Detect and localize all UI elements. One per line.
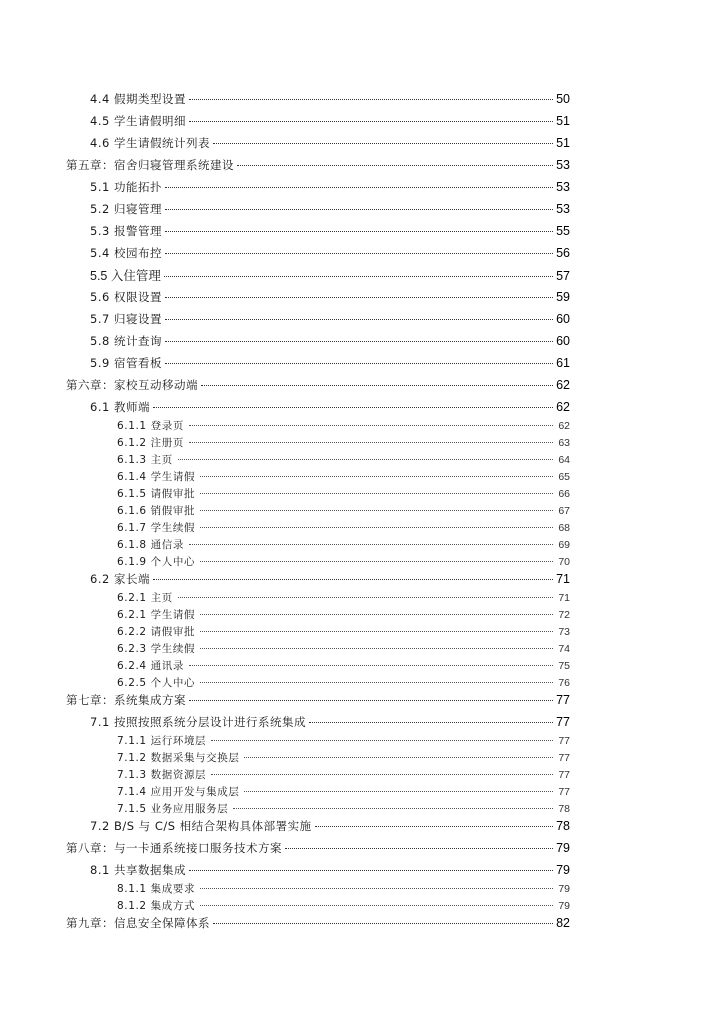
toc-entry-page: 71 bbox=[556, 572, 570, 586]
toc-entry-page: 50 bbox=[556, 92, 570, 106]
toc-entry-page: 59 bbox=[556, 290, 570, 304]
toc-subentry[interactable] bbox=[117, 469, 570, 484]
toc-entry[interactable] bbox=[90, 311, 570, 327]
toc-entry[interactable] bbox=[90, 201, 570, 217]
toc-entry-title: 6.1.6 销假审批 bbox=[117, 505, 196, 517]
toc-entry-page: 55 bbox=[556, 224, 570, 238]
toc-entry-title: 7.1.4 应用开发与集成层 bbox=[117, 786, 240, 798]
toc-subentry[interactable] bbox=[117, 607, 570, 622]
dot-leader bbox=[213, 923, 553, 924]
toc-entry-page: 77 bbox=[556, 715, 570, 729]
toc-entry-title: 4.5 学生请假明细 bbox=[90, 114, 186, 128]
dot-leader bbox=[200, 614, 553, 615]
toc-entry-page: 79 bbox=[556, 863, 570, 877]
toc-entry-page: 69 bbox=[558, 539, 570, 551]
toc-entry-page: 62 bbox=[558, 420, 570, 432]
toc-entry-title: 8.1 共享数据集成 bbox=[90, 863, 186, 877]
toc-entry-title: 7.1.3 数据资源层 bbox=[117, 769, 207, 781]
toc-entry-title: 6.2.1 学生请假 bbox=[117, 609, 196, 621]
toc-entry-page: 56 bbox=[556, 246, 570, 260]
toc-entry[interactable] bbox=[90, 135, 570, 151]
dot-leader bbox=[178, 597, 553, 598]
toc-entry-title: 6.2.1 主页 bbox=[117, 592, 173, 604]
dot-leader bbox=[153, 579, 553, 580]
toc-entry-title: 6.1.5 请假审批 bbox=[117, 488, 196, 500]
toc-entry-page: 75 bbox=[558, 660, 570, 672]
toc-entry-page: 60 bbox=[556, 312, 570, 326]
toc-subentry[interactable] bbox=[117, 881, 570, 896]
toc-entry-title: 8.1.2 集成方式 bbox=[117, 900, 196, 912]
toc-entry-title: 4.4 假期类型设置 bbox=[90, 92, 186, 106]
toc-chapter[interactable] bbox=[66, 377, 570, 393]
toc-entry-page: 62 bbox=[556, 400, 570, 414]
toc-entry-page: 60 bbox=[556, 334, 570, 348]
toc-entry-page: 73 bbox=[558, 626, 570, 638]
toc-entry-title: 5.4 校园布控 bbox=[90, 246, 162, 260]
dot-leader bbox=[244, 757, 553, 758]
toc-entry-title: 7.1 按照按照系统分层设计进行系统集成 bbox=[90, 715, 306, 729]
toc-entry-page: 77 bbox=[558, 752, 570, 764]
toc-entry-title: 5.9 宿管看板 bbox=[90, 356, 162, 370]
toc-entry-page: 67 bbox=[558, 505, 570, 517]
toc-entry-page: 51 bbox=[556, 114, 570, 128]
toc-subentry[interactable] bbox=[117, 784, 570, 799]
toc-entry-title: 8.1.1 集成要求 bbox=[117, 883, 196, 895]
toc-entry-page: 63 bbox=[558, 437, 570, 449]
toc-entry-page: 78 bbox=[556, 819, 570, 833]
toc-entry-page: 62 bbox=[556, 378, 570, 392]
toc-subentry[interactable] bbox=[117, 503, 570, 518]
toc-entry-title: 6.1.3 主页 bbox=[117, 454, 173, 466]
toc-entry-page: 79 bbox=[556, 841, 570, 855]
dot-leader bbox=[201, 385, 553, 386]
dot-leader bbox=[153, 407, 553, 408]
dot-leader bbox=[200, 888, 553, 889]
toc-subentry[interactable] bbox=[117, 537, 570, 552]
toc-entry-title: 6.2.3 学生续假 bbox=[117, 643, 196, 655]
toc-entry-title: 6.2.2 请假审批 bbox=[117, 626, 196, 638]
dot-leader bbox=[165, 297, 553, 298]
toc-subentry[interactable] bbox=[117, 801, 570, 816]
toc-entry-title: 第八章：与一卡通系统接口服务技术方案 bbox=[66, 841, 282, 855]
toc-entry-title: 6.2 家长端 bbox=[90, 572, 150, 586]
toc-entry-page: 79 bbox=[558, 883, 570, 895]
toc-entry-title: 7.1.1 运行环境层 bbox=[117, 735, 207, 747]
toc-chapter[interactable] bbox=[66, 157, 570, 173]
dot-leader bbox=[309, 722, 553, 723]
dot-leader bbox=[165, 253, 553, 254]
toc-chapter[interactable] bbox=[66, 840, 570, 856]
dot-leader bbox=[237, 165, 553, 166]
toc-subentry[interactable] bbox=[117, 767, 570, 782]
dot-leader bbox=[244, 791, 553, 792]
dot-leader bbox=[165, 231, 553, 232]
toc-entry-page: 77 bbox=[558, 786, 570, 798]
toc-entry-title: 第六章：家校互动移动端 bbox=[66, 378, 198, 392]
toc-entry-title: 6.2.5 个人中心 bbox=[117, 677, 196, 689]
toc-entry-page: 79 bbox=[558, 900, 570, 912]
toc-entry[interactable] bbox=[90, 399, 570, 415]
toc-entry-title: 6.1 教师端 bbox=[90, 400, 150, 414]
toc-subentry[interactable] bbox=[117, 554, 570, 569]
dot-leader bbox=[189, 870, 553, 871]
toc-entry-page: 53 bbox=[556, 180, 570, 194]
toc-subentry[interactable] bbox=[117, 435, 570, 450]
dot-leader bbox=[189, 442, 553, 443]
dot-leader bbox=[200, 493, 553, 494]
toc-entry[interactable] bbox=[90, 113, 570, 129]
toc-entry-page: 64 bbox=[558, 454, 570, 466]
toc-entry[interactable] bbox=[90, 179, 570, 195]
toc-entry[interactable] bbox=[90, 245, 570, 261]
toc-entry-title: 6.1.4 学生请假 bbox=[117, 471, 196, 483]
dot-leader bbox=[189, 121, 553, 122]
dot-leader bbox=[200, 648, 553, 649]
toc-entry-page: 77 bbox=[558, 735, 570, 747]
toc-entry-title: 6.1.2 注册页 bbox=[117, 437, 184, 449]
dot-leader bbox=[165, 209, 553, 210]
toc-entry-title: 6.1.8 通信录 bbox=[117, 539, 184, 551]
toc-chapter[interactable] bbox=[66, 915, 570, 931]
toc-entry-title: 4.6 学生请假统计列表 bbox=[90, 136, 210, 150]
toc-entry-page: 61 bbox=[556, 356, 570, 370]
dot-leader bbox=[200, 631, 553, 632]
toc-entry-title: 7.1.5 业务应用服务层 bbox=[117, 803, 229, 815]
toc-subentry[interactable] bbox=[117, 590, 570, 605]
dot-leader bbox=[178, 459, 553, 460]
dot-leader bbox=[189, 665, 553, 666]
toc-entry[interactable] bbox=[90, 91, 570, 107]
toc-subentry[interactable] bbox=[117, 658, 570, 673]
toc-entry-page: 53 bbox=[556, 158, 570, 172]
toc-entry-title: 5.6 权限设置 bbox=[90, 290, 162, 304]
toc-entry[interactable] bbox=[90, 714, 570, 730]
toc-entry-title: 5.2 归寝管理 bbox=[90, 202, 162, 216]
toc-entry[interactable] bbox=[90, 355, 570, 371]
dot-leader bbox=[211, 774, 553, 775]
dot-leader bbox=[200, 905, 553, 906]
dot-leader bbox=[189, 544, 553, 545]
toc-entry-page: 72 bbox=[558, 609, 570, 621]
dot-leader bbox=[189, 425, 553, 426]
toc-subentry[interactable] bbox=[117, 733, 570, 748]
toc-entry-title: 5.3 报警管理 bbox=[90, 224, 162, 238]
toc-entry-title: 第九章：信息安全保障体系 bbox=[66, 916, 210, 930]
toc-entry-title: 6.1.1 登录页 bbox=[117, 420, 184, 432]
toc-entry-page: 77 bbox=[556, 693, 570, 707]
toc-entry[interactable] bbox=[90, 289, 570, 305]
dot-leader bbox=[189, 700, 553, 701]
toc-entry-page: 76 bbox=[558, 677, 570, 689]
dot-leader bbox=[189, 99, 553, 100]
toc-entry[interactable] bbox=[90, 571, 570, 587]
dot-leader bbox=[200, 561, 553, 562]
toc-entry-title: 第五章：宿舍归寝管理系统建设 bbox=[66, 158, 234, 172]
dot-leader bbox=[165, 341, 553, 342]
dot-leader bbox=[211, 740, 553, 741]
toc-entry-title: 7.1.2 数据采集与交换层 bbox=[117, 752, 240, 764]
toc-entry-page: 51 bbox=[556, 136, 570, 150]
toc-subentry[interactable] bbox=[117, 898, 570, 913]
toc-subentry[interactable] bbox=[117, 675, 570, 690]
toc-entry-page: 82 bbox=[556, 916, 570, 930]
toc-subentry[interactable] bbox=[117, 452, 570, 467]
toc-subentry[interactable] bbox=[117, 486, 570, 501]
toc-entry-title: 5.5 入住管理 bbox=[90, 269, 161, 283]
toc-entry-title: 5.1 功能拓扑 bbox=[90, 180, 162, 194]
toc-entry[interactable] bbox=[90, 333, 570, 349]
toc-subentry[interactable] bbox=[117, 750, 570, 765]
toc-entry-title: 第七章：系统集成方案 bbox=[66, 693, 186, 707]
toc-entry-title: 5.8 统计查询 bbox=[90, 334, 162, 348]
toc-entry-page: 78 bbox=[558, 803, 570, 815]
dot-leader bbox=[165, 319, 553, 320]
dot-leader bbox=[200, 510, 553, 511]
dot-leader bbox=[315, 826, 553, 827]
toc-entry-page: 68 bbox=[558, 522, 570, 534]
toc-chapter[interactable] bbox=[66, 692, 570, 708]
toc-entry-page: 53 bbox=[556, 202, 570, 216]
toc-entry-title: 7.2 B/S 与 C/S 相结合架构具体部署实施 bbox=[90, 819, 312, 833]
toc-entry-page: 57 bbox=[556, 269, 570, 283]
toc-subentry[interactable] bbox=[117, 418, 570, 433]
toc-entry-page: 66 bbox=[558, 488, 570, 500]
toc-entry-page: 65 bbox=[558, 471, 570, 483]
toc-entry-page: 70 bbox=[558, 556, 570, 568]
toc-entry-title: 5.7 归寝设置 bbox=[90, 312, 162, 326]
dot-leader bbox=[164, 276, 553, 277]
toc-entry-title: 6.1.9 个人中心 bbox=[117, 556, 196, 568]
toc-entry[interactable] bbox=[90, 818, 570, 834]
dot-leader bbox=[200, 527, 553, 528]
toc-entry[interactable] bbox=[90, 862, 570, 878]
dot-leader bbox=[165, 363, 553, 364]
dot-leader bbox=[213, 143, 553, 144]
toc-entry-title: 6.2.4 通讯录 bbox=[117, 660, 184, 672]
dot-leader bbox=[285, 848, 553, 849]
toc-entry[interactable] bbox=[90, 266, 570, 284]
toc-entry-title: 6.1.7 学生续假 bbox=[117, 522, 196, 534]
toc-subentry[interactable] bbox=[117, 520, 570, 535]
dot-leader bbox=[200, 476, 553, 477]
toc-entry-page: 77 bbox=[558, 769, 570, 781]
toc-subentry[interactable] bbox=[117, 641, 570, 656]
toc-subentry[interactable] bbox=[117, 624, 570, 639]
dot-leader bbox=[165, 187, 553, 188]
toc-entry-page: 74 bbox=[558, 643, 570, 655]
dot-leader bbox=[233, 808, 553, 809]
dot-leader bbox=[200, 682, 553, 683]
toc-entry[interactable] bbox=[90, 223, 570, 239]
toc-entry-page: 71 bbox=[558, 592, 570, 604]
